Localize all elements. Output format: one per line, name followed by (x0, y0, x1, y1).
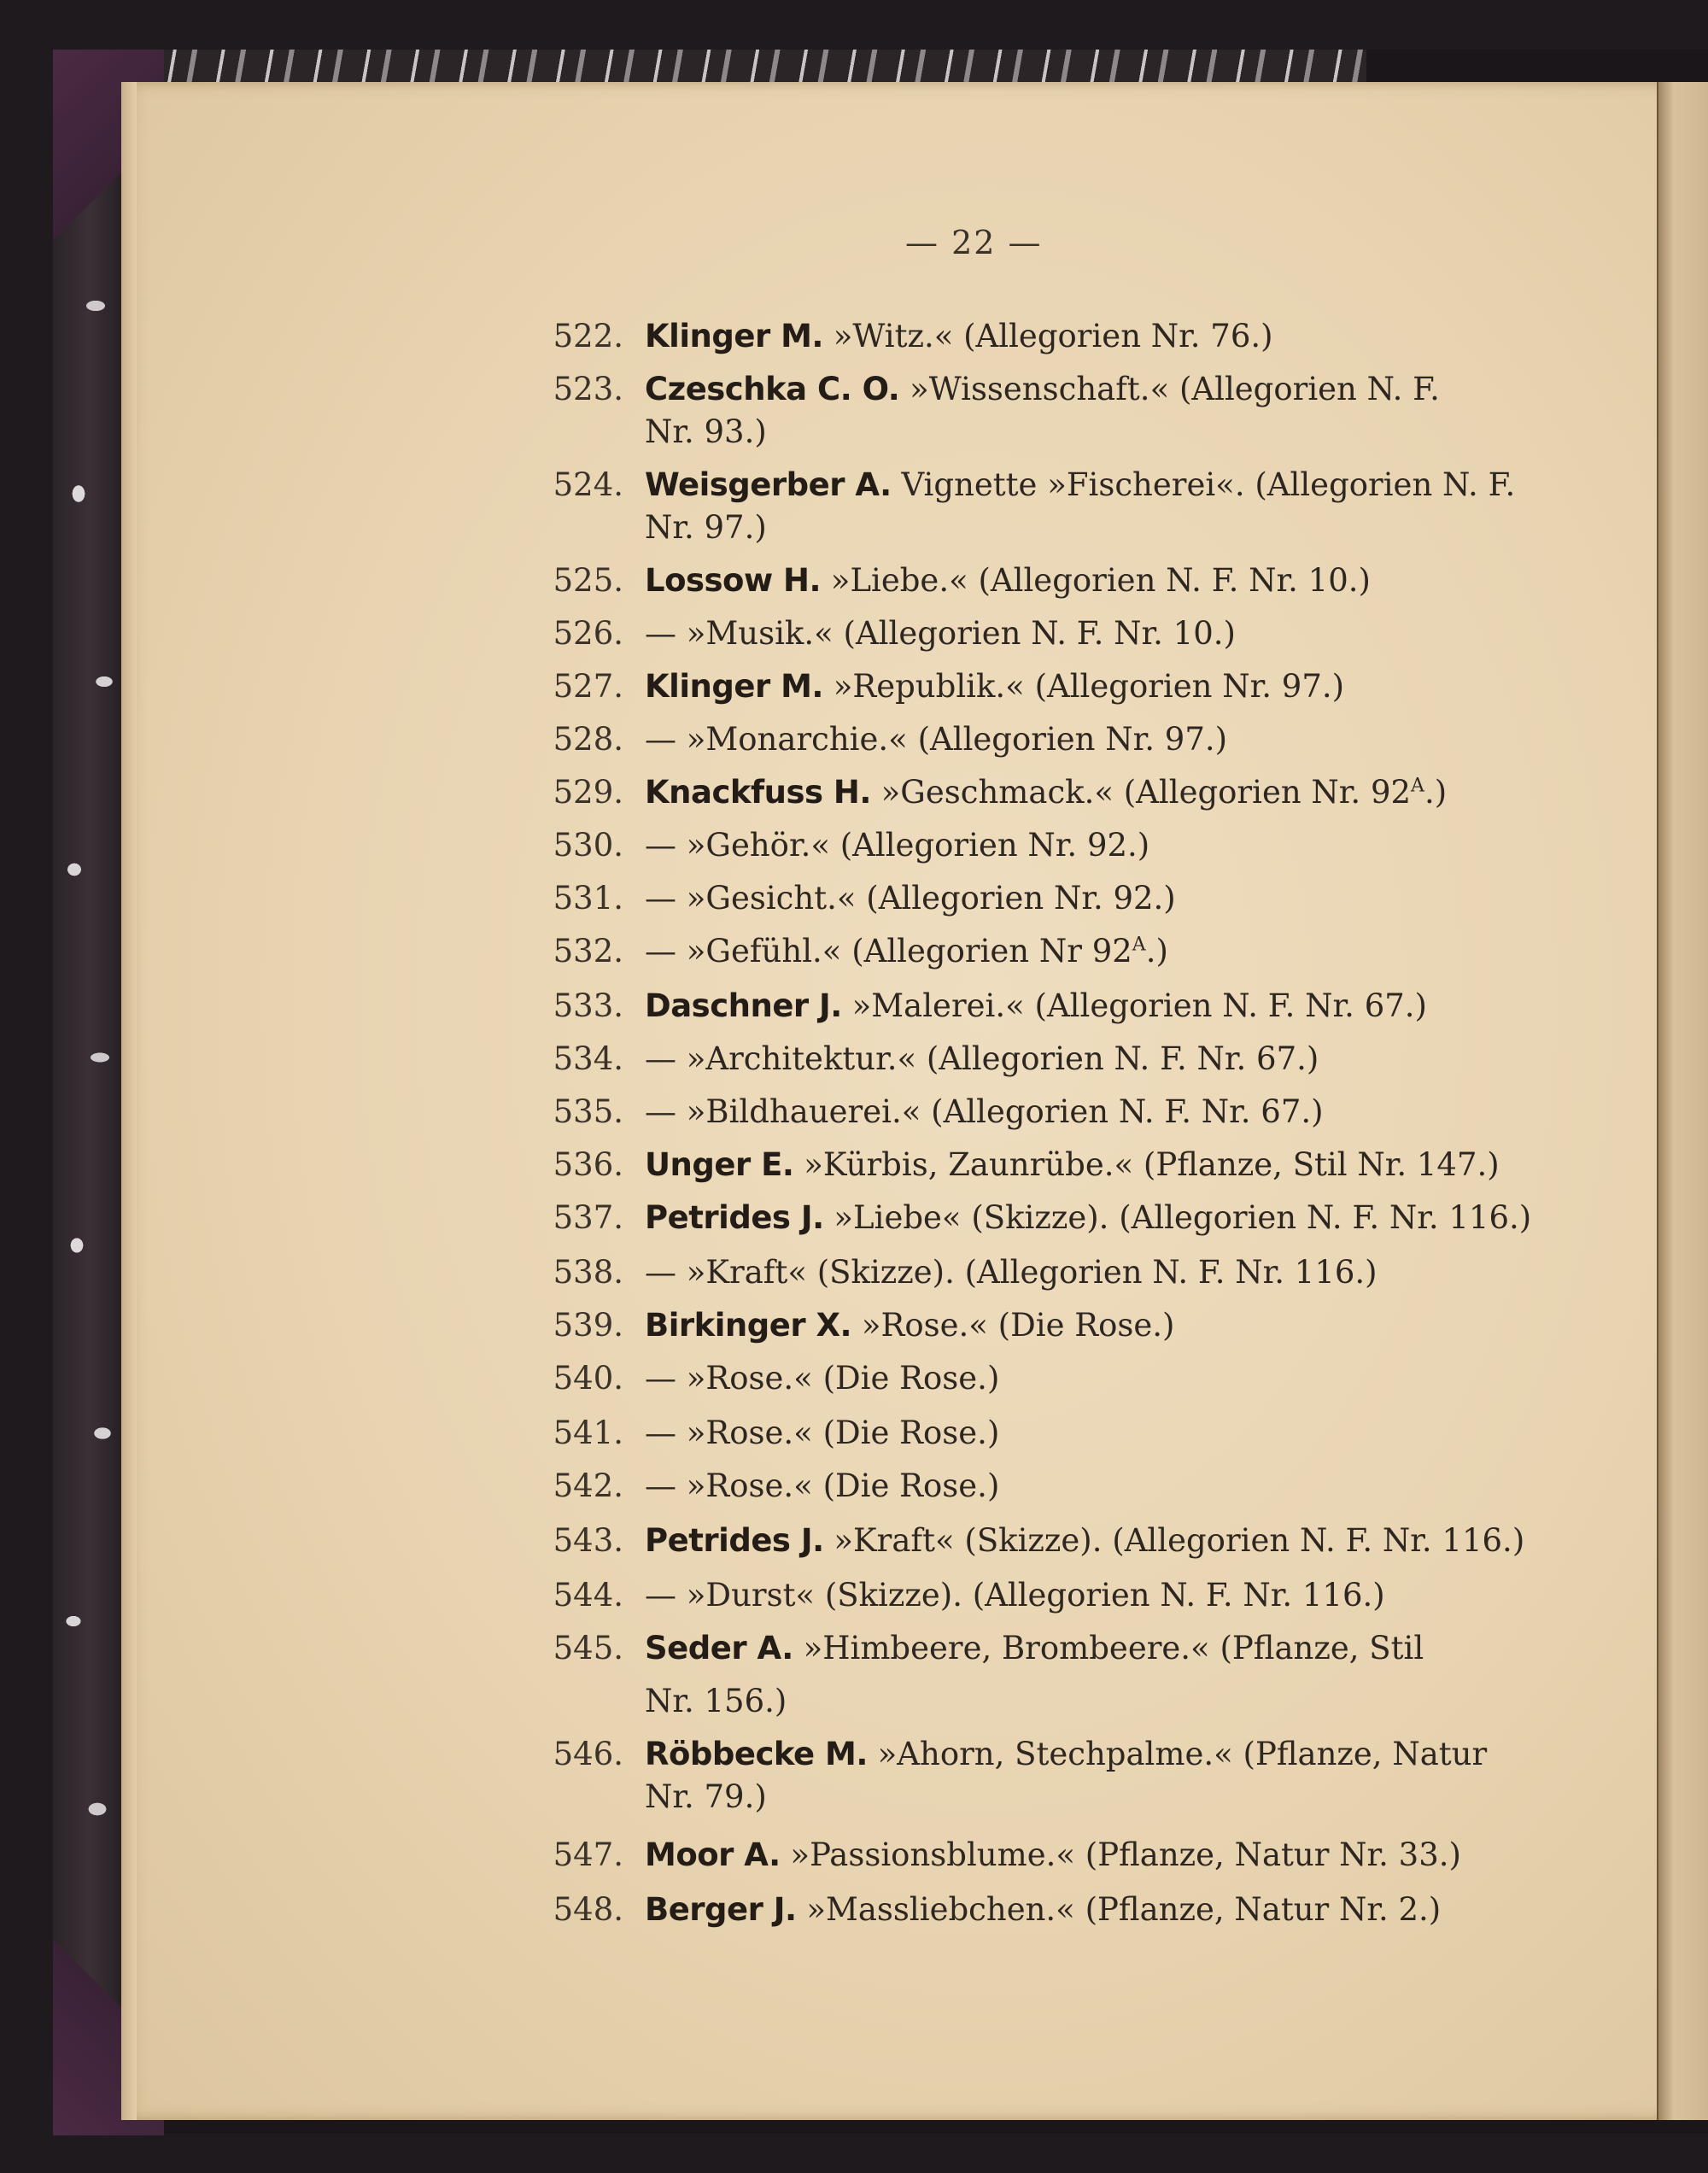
entry-number: 536. (553, 1146, 623, 1183)
work-title: — »Rose.« (Die Rose.) (645, 1360, 1000, 1397)
entry-text (645, 1146, 1500, 1183)
entry-continuation: Nr. 79.) (645, 1778, 767, 1815)
work-title: »Rose.« (Die Rose.) (851, 1307, 1175, 1344)
work-title: »Himbeere, Brombeere.« (Pflanze, Stil (793, 1630, 1424, 1666)
work-title: »Geschmack.« (Allegorien Nr. 92 (870, 774, 1412, 811)
work-title: »Malerei.« (Allegorien N. F. Nr. 67.) (841, 987, 1427, 1024)
entry-text (645, 774, 1447, 811)
entry-number: 525. (553, 562, 623, 599)
entry-number: 537. (553, 1199, 623, 1236)
work-title-tail: .) (1424, 774, 1448, 811)
entry-number: 545. (553, 1630, 623, 1666)
work-title: Vignette »Fischerei«. (Allegorien N. F. (891, 466, 1516, 503)
entry-text (645, 318, 1273, 354)
work-title: — »Musik.« (Allegorien N. F. Nr. 10.) (645, 615, 1236, 652)
entry-text (645, 1199, 1531, 1236)
superscript: A (1132, 934, 1146, 956)
entry-text (645, 827, 1149, 864)
entry-text (645, 933, 1168, 969)
entry-text (645, 1254, 1378, 1291)
entry-number: 541. (553, 1414, 623, 1451)
entry-number: 544. (553, 1577, 623, 1614)
entry-number: 547. (553, 1836, 623, 1873)
entry-text (645, 1093, 1324, 1130)
work-title: »Passionsblume.« (Pflanze, Natur Nr. 33.) (780, 1836, 1461, 1873)
entry-text (645, 1467, 999, 1504)
work-title: »Republik.« (Allegorien Nr. 97.) (822, 668, 1345, 705)
work-title-tail: .) (1145, 933, 1168, 969)
page-gutter (121, 82, 137, 2120)
entry-number: 522. (553, 318, 623, 354)
work-title: »Wissenschaft.« (Allegorien N. F. (899, 371, 1440, 407)
entry-text (645, 1630, 1424, 1666)
artist-name: Birkinger X. (645, 1307, 852, 1344)
artist-name: Klinger M. (645, 318, 823, 354)
work-title: — »Rose.« (Die Rose.) (645, 1414, 1000, 1451)
work-title: »Massliebchen.« (Pflanze, Natur Nr. 2.) (796, 1891, 1442, 1928)
entry-number: 532. (553, 933, 623, 969)
artist-name: Klinger M. (645, 668, 823, 705)
entry-continuation: Nr. 156.) (645, 1683, 787, 1719)
work-title: — »Kraft« (Skizze). (Allegorien N. F. Nr. 116.) (645, 1254, 1378, 1291)
artist-name: Daschner J. (645, 987, 842, 1024)
work-title: — »Gehör.« (Allegorien Nr. 92.) (645, 827, 1150, 864)
entry-number: 530. (553, 827, 623, 864)
entry-text (645, 1360, 999, 1397)
entry-number: 535. (553, 1093, 623, 1130)
work-title: — »Rose.« (Die Rose.) (645, 1467, 1000, 1504)
entry-text (645, 1522, 1524, 1559)
entry-number: 529. (553, 774, 623, 811)
superscript: A (1411, 775, 1424, 797)
entry-number: 533. (553, 987, 623, 1024)
entry-number: 542. (553, 1467, 623, 1504)
work-title: — »Monarchie.« (Allegorien Nr. 97.) (645, 721, 1228, 758)
entry-text (645, 1414, 999, 1451)
work-title: — »Gesicht.« (Allegorien Nr. 92.) (645, 880, 1176, 917)
entry-text (645, 1040, 1319, 1077)
entry-number: 523. (553, 371, 623, 407)
artist-name: Knackfuss H. (645, 774, 871, 811)
entry-text (645, 1307, 1174, 1344)
entry-text (645, 721, 1227, 758)
work-title: »Liebe« (Skizze). (Allegorien N. F. Nr. 116.) (823, 1199, 1532, 1236)
work-title: — »Gefühl.« (Allegorien Nr 92 (645, 933, 1132, 969)
marbled-spine (53, 50, 126, 2134)
next-page-edge (1657, 82, 1708, 2120)
entry-number: 540. (553, 1360, 623, 1397)
entry-text (645, 466, 1515, 503)
entry-number: 528. (553, 721, 623, 758)
entry-continuation: Nr. 93.) (645, 413, 767, 450)
entry-number: 548. (553, 1891, 623, 1928)
artist-name: Lossow H. (645, 562, 822, 599)
entry-number: 526. (553, 615, 623, 652)
entry-text (645, 668, 1344, 705)
work-title: — »Durst« (Skizze). (Allegorien N. F. Nr. 116.) (645, 1577, 1385, 1614)
entry-number: 531. (553, 880, 623, 917)
artist-name: Petrides J. (645, 1199, 824, 1236)
entry-text (645, 371, 1440, 407)
work-title: — »Bildhauerei.« (Allegorien N. F. Nr. 67.) (645, 1093, 1324, 1130)
entry-text (645, 1577, 1385, 1614)
entry-text (645, 1836, 1461, 1873)
artist-name: Czeschka C. O. (645, 371, 900, 407)
entry-number: 539. (553, 1307, 623, 1344)
artist-name: Berger J. (645, 1891, 797, 1928)
work-title: »Witz.« (Allegorien Nr. 76.) (822, 318, 1273, 354)
artist-name: Seder A. (645, 1630, 793, 1666)
entry-text (645, 615, 1236, 652)
entry-number: 538. (553, 1254, 623, 1291)
marbled-top-edge (128, 50, 1366, 84)
work-title: »Liebe.« (Allegorien N. F. Nr. 10.) (821, 562, 1371, 599)
work-title: »Kürbis, Zaunrübe.« (Pflanze, Stil Nr. 147.) (793, 1146, 1500, 1183)
entry-text (645, 987, 1427, 1024)
entry-number: 543. (553, 1522, 623, 1559)
entry-text (645, 1736, 1487, 1772)
work-title: »Kraft« (Skizze). (Allegorien N. F. Nr. 116.) (823, 1522, 1525, 1559)
artist-name: Weisgerber A. (645, 466, 892, 503)
entry-text (645, 880, 1176, 917)
artist-name: Petrides J. (645, 1522, 824, 1559)
artist-name: Röbbecke M. (645, 1736, 868, 1772)
entry-number: 527. (553, 668, 623, 705)
artist-name: Moor A. (645, 1836, 781, 1873)
entry-number: 534. (553, 1040, 623, 1077)
entry-text (645, 1891, 1441, 1928)
entry-text (645, 562, 1371, 599)
artist-name: Unger E. (645, 1146, 794, 1183)
page-number: — 22 — (905, 224, 1043, 261)
entry-number: 524. (553, 466, 623, 503)
work-title: — »Architektur.« (Allegorien N. F. Nr. 67.) (645, 1040, 1319, 1077)
work-title: »Ahorn, Stechpalme.« (Pflanze, Natur (867, 1736, 1488, 1772)
entry-continuation: Nr. 97.) (645, 509, 767, 546)
entry-number: 546. (553, 1736, 623, 1772)
